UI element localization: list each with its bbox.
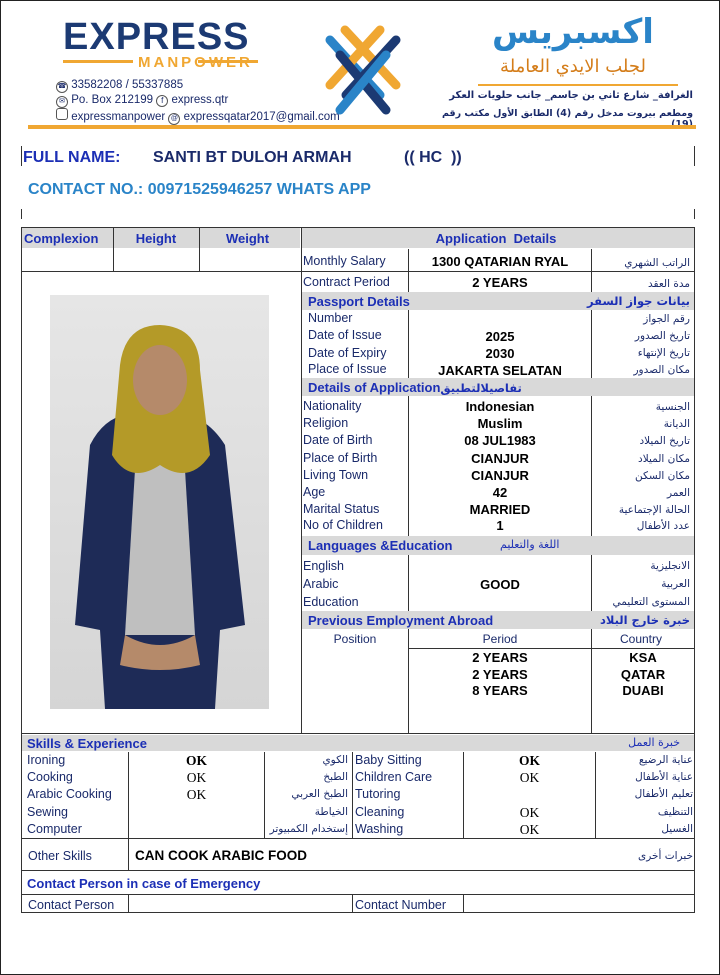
- full-name-value: SANTI BT DULOH ARMAH: [153, 149, 352, 166]
- logo-en-underline: [63, 60, 133, 63]
- details-row-value: 08 JUL1983: [464, 433, 536, 448]
- details-title-en: Details of Application: [308, 380, 441, 395]
- person-silhouette-icon: [50, 295, 269, 709]
- skill-right-label: Washing: [355, 822, 404, 836]
- instagram-icon: [56, 108, 68, 120]
- skill-right-ar: التنظيف: [657, 806, 693, 818]
- pobox-text: Po. Box 212199: [71, 94, 154, 106]
- details-row-label: Nationality: [303, 399, 362, 413]
- phone-text: 33582208 / 55337885: [71, 79, 184, 91]
- details-row-value: Indonesian: [465, 399, 535, 414]
- skills-title: Skills & Experience: [27, 736, 147, 751]
- employment-col-country: Country: [619, 632, 663, 646]
- skill-left-label: Cooking: [27, 770, 73, 784]
- details-row-ar: الديانة: [663, 418, 690, 430]
- other-skills-label: Other Skills: [28, 849, 92, 863]
- candidate-photo: [50, 295, 269, 709]
- phone-line: [56, 78, 340, 93]
- details-row-label: Date of Birth: [303, 433, 373, 447]
- details-row-value: Muslim: [477, 416, 523, 431]
- passport-title-ar: بيانات جواز السفر: [587, 294, 690, 308]
- contact-person-label: Contact Person: [28, 898, 115, 912]
- employment-row-country: KSA: [629, 650, 657, 665]
- full-name-label: FULL NAME:: [23, 149, 121, 166]
- monthly-salary-ar: الراتب الشهري: [624, 257, 690, 269]
- language-row-ar: المستوى التعليمي: [612, 596, 690, 608]
- employment-row-period: 2 YEARS: [472, 667, 528, 682]
- details-row-ar: عدد الأطفال: [636, 520, 690, 532]
- contact-number-value: 00971525946257 WHATS APP: [147, 181, 371, 198]
- expiry-date-label: Date of Expiry: [308, 346, 387, 360]
- skill-right-label: Baby Sitting: [355, 753, 422, 767]
- header: [28, 10, 696, 132]
- details-title: [308, 380, 522, 395]
- details-row-value: CIANJUR: [471, 468, 529, 483]
- emergency-title: Contact Person in case of Emergency: [27, 876, 261, 891]
- passport-number-ar: رقم الجواز: [643, 313, 690, 325]
- skill-left-value: OK: [186, 770, 207, 785]
- physical-values-bottom: [22, 271, 301, 272]
- employment-row-country: QATAR: [620, 667, 666, 682]
- skills-bottom: [22, 838, 694, 839]
- email-icon: @: [168, 113, 180, 125]
- email-text: expressqatar2017@gmail.com: [183, 111, 340, 123]
- skill-left-value: OK: [185, 753, 207, 768]
- details-row-ar: مكان الميلاد: [638, 453, 690, 465]
- contact-number-field-label: Contact Number: [355, 898, 447, 912]
- details-row-label: Marital Status: [303, 502, 380, 516]
- logo-ar-underline: [478, 84, 678, 86]
- skill-left-ar: الخياطة: [314, 806, 348, 818]
- contact-info-block: [56, 78, 340, 125]
- employment-col-underline: [409, 648, 694, 649]
- details-row-value: 1: [496, 518, 504, 533]
- logo-en-x-accent: [86, 22, 114, 56]
- language-row-value: GOOD: [480, 577, 520, 592]
- issue-place-label: Place of Issue: [308, 362, 387, 376]
- contact-number-line: [28, 181, 371, 199]
- address-ar-line2: ومطعم بيروت مدخل رقم (4) الطابق الأول مكتب رقم: [441, 108, 693, 119]
- skill-left-label: Sewing: [27, 805, 68, 819]
- skill-right-ar: تعليم الأطفال: [634, 788, 693, 800]
- instagram-text: expressmanpower: [71, 111, 166, 123]
- details-row-label: No of Children: [303, 518, 383, 532]
- skills-sep-3: [352, 752, 353, 838]
- expiry-date-ar: تاريخ الإنتهاء: [637, 347, 690, 359]
- logo-ar-title: اكسبريس: [492, 12, 654, 52]
- issue-date-ar: تاريخ الصدور: [634, 330, 690, 342]
- skill-right-ar: عناية الأطفال: [635, 771, 693, 783]
- details-row-label: Religion: [303, 416, 349, 430]
- languages-title-ar: اللغة والتعليم: [500, 538, 560, 551]
- weight-header: Weight: [225, 231, 270, 246]
- skill-left-ar: الطبخ: [323, 771, 348, 783]
- logo-en-title: EXPRESS: [63, 16, 250, 58]
- employment-row-country: DUABI: [622, 683, 664, 698]
- issue-place-ar: مكان الصدور: [633, 364, 690, 376]
- languages-title: Languages &Education: [308, 538, 453, 553]
- contact-number-label: CONTACT NO.:: [28, 181, 144, 198]
- details-row-label: Living Town: [303, 468, 369, 482]
- emergency-sep-2: [352, 894, 353, 913]
- skill-right-value: OK: [519, 770, 540, 785]
- contract-period-label: Contract Period: [303, 275, 390, 289]
- details-row-label: Place of Birth: [303, 451, 378, 465]
- monthly-salary-label: Monthly Salary: [303, 254, 386, 268]
- row-line: [302, 271, 694, 272]
- language-row-ar: الانجليزية: [650, 560, 690, 572]
- left-tick-1: [21, 146, 22, 166]
- issue-date-label: Date of Issue: [308, 328, 382, 342]
- other-skills-ar: خبرات أخرى: [637, 850, 693, 862]
- employment-col-position: Position: [333, 632, 377, 646]
- right-tick-1: [694, 146, 695, 166]
- skill-right-ar: عناية الرضيع: [638, 754, 693, 766]
- contract-period-value: 2 YEARS: [472, 275, 528, 290]
- employment-title-ar: خبرة خارج البلاد: [599, 613, 690, 627]
- left-tick-2: [21, 209, 22, 219]
- issue-date-value: 2025: [485, 329, 515, 344]
- header-bottom-rule: [28, 125, 696, 129]
- monthly-salary-value: 1300 QATARIAN RYAL: [431, 254, 569, 269]
- skill-right-label: Tutoring: [355, 787, 401, 801]
- complexion-header: Complexion: [24, 231, 99, 246]
- language-row-ar: العربية: [661, 578, 690, 590]
- skill-right-value: OK: [519, 805, 540, 820]
- right-tick-2: [694, 209, 695, 219]
- language-row-label: Education: [303, 595, 359, 609]
- details-row-ar: مكان السكن: [635, 470, 690, 482]
- details-row-value: MARRIED: [469, 502, 531, 517]
- application-title: Application Details: [435, 231, 557, 246]
- passport-number-label: Number: [308, 311, 353, 325]
- skill-right-value: OK: [519, 822, 540, 837]
- skill-right-label: Cleaning: [355, 805, 405, 819]
- details-row-label: Age: [303, 485, 326, 499]
- employment-row-period: 2 YEARS: [472, 650, 528, 665]
- skill-left-value: OK: [186, 787, 207, 802]
- skill-left-ar: الكوي: [322, 754, 348, 766]
- emergency-row-top: [22, 894, 694, 895]
- logo-ar-subtitle: لجلب الايدي العاملة: [500, 56, 646, 77]
- contract-period-ar: مدة العقد: [648, 278, 690, 290]
- details-row-ar: العمر: [666, 487, 690, 499]
- passport-title: Passport Details: [308, 294, 410, 309]
- pobox-line: [56, 93, 340, 108]
- skill-right-ar: الغسيل: [661, 823, 693, 835]
- expiry-date-value: 2030: [485, 346, 515, 361]
- details-title-ar: تفاصيلالتطبيق: [440, 381, 522, 395]
- emergency-sep-1: [128, 894, 129, 913]
- skill-left-label: Ironing: [27, 753, 66, 767]
- language-row-label: English: [303, 559, 344, 573]
- employment-title: Previous Employment Abroad: [308, 613, 494, 628]
- employment-row-period: 8 YEARS: [472, 683, 528, 698]
- logo-en-subtitle: MANPOWER: [138, 54, 253, 71]
- center-knot-logo: [320, 20, 406, 120]
- upper-table-bottom: [22, 733, 694, 734]
- details-row-value: CIANJUR: [471, 451, 529, 466]
- address-ar-line1: الغرافة_ شارع ثاني بن جاسم_ جانب حلويات العكر: [449, 90, 693, 101]
- emergency-sep-3: [463, 894, 464, 913]
- skill-left-label: Arabic Cooking: [27, 787, 112, 801]
- phone-icon: ☎: [56, 81, 68, 93]
- skill-left-ar: إستخدام الكمبيوتر: [269, 823, 348, 835]
- social-line: [56, 108, 340, 125]
- skill-left-ar: الطبخ العربي: [291, 788, 348, 800]
- details-row-value: 42: [492, 485, 508, 500]
- employment-col-period: Period: [482, 632, 518, 646]
- language-row-label: Arabic: [303, 577, 339, 591]
- height-header: Height: [135, 231, 177, 246]
- other-skills-sep: [128, 839, 129, 870]
- details-row-ar: تاريخ الميلاد: [639, 435, 690, 447]
- other-skills-value: CAN COOK ARABIC FOOD: [135, 848, 307, 863]
- other-skills-bottom: [22, 870, 694, 871]
- skill-right-label: Children Care: [355, 770, 433, 784]
- details-row-ar: الجنسية: [655, 401, 690, 413]
- skill-left-label: Computer: [27, 822, 82, 836]
- candidate-code: (( HC )): [404, 149, 462, 166]
- col-sep-height: [199, 228, 200, 272]
- details-row-ar: الحالة الإجتماعية: [618, 504, 690, 516]
- facebook-text: express.qtr: [171, 94, 229, 106]
- skill-right-value: OK: [518, 753, 540, 768]
- skills-title-ar: خبرة العمل: [628, 736, 680, 749]
- col-sep-complexion: [113, 228, 114, 272]
- facebook-icon: f: [156, 95, 168, 107]
- issue-place-value: JAKARTA SELATAN: [438, 363, 562, 378]
- mailbox-icon: ✉: [56, 96, 68, 108]
